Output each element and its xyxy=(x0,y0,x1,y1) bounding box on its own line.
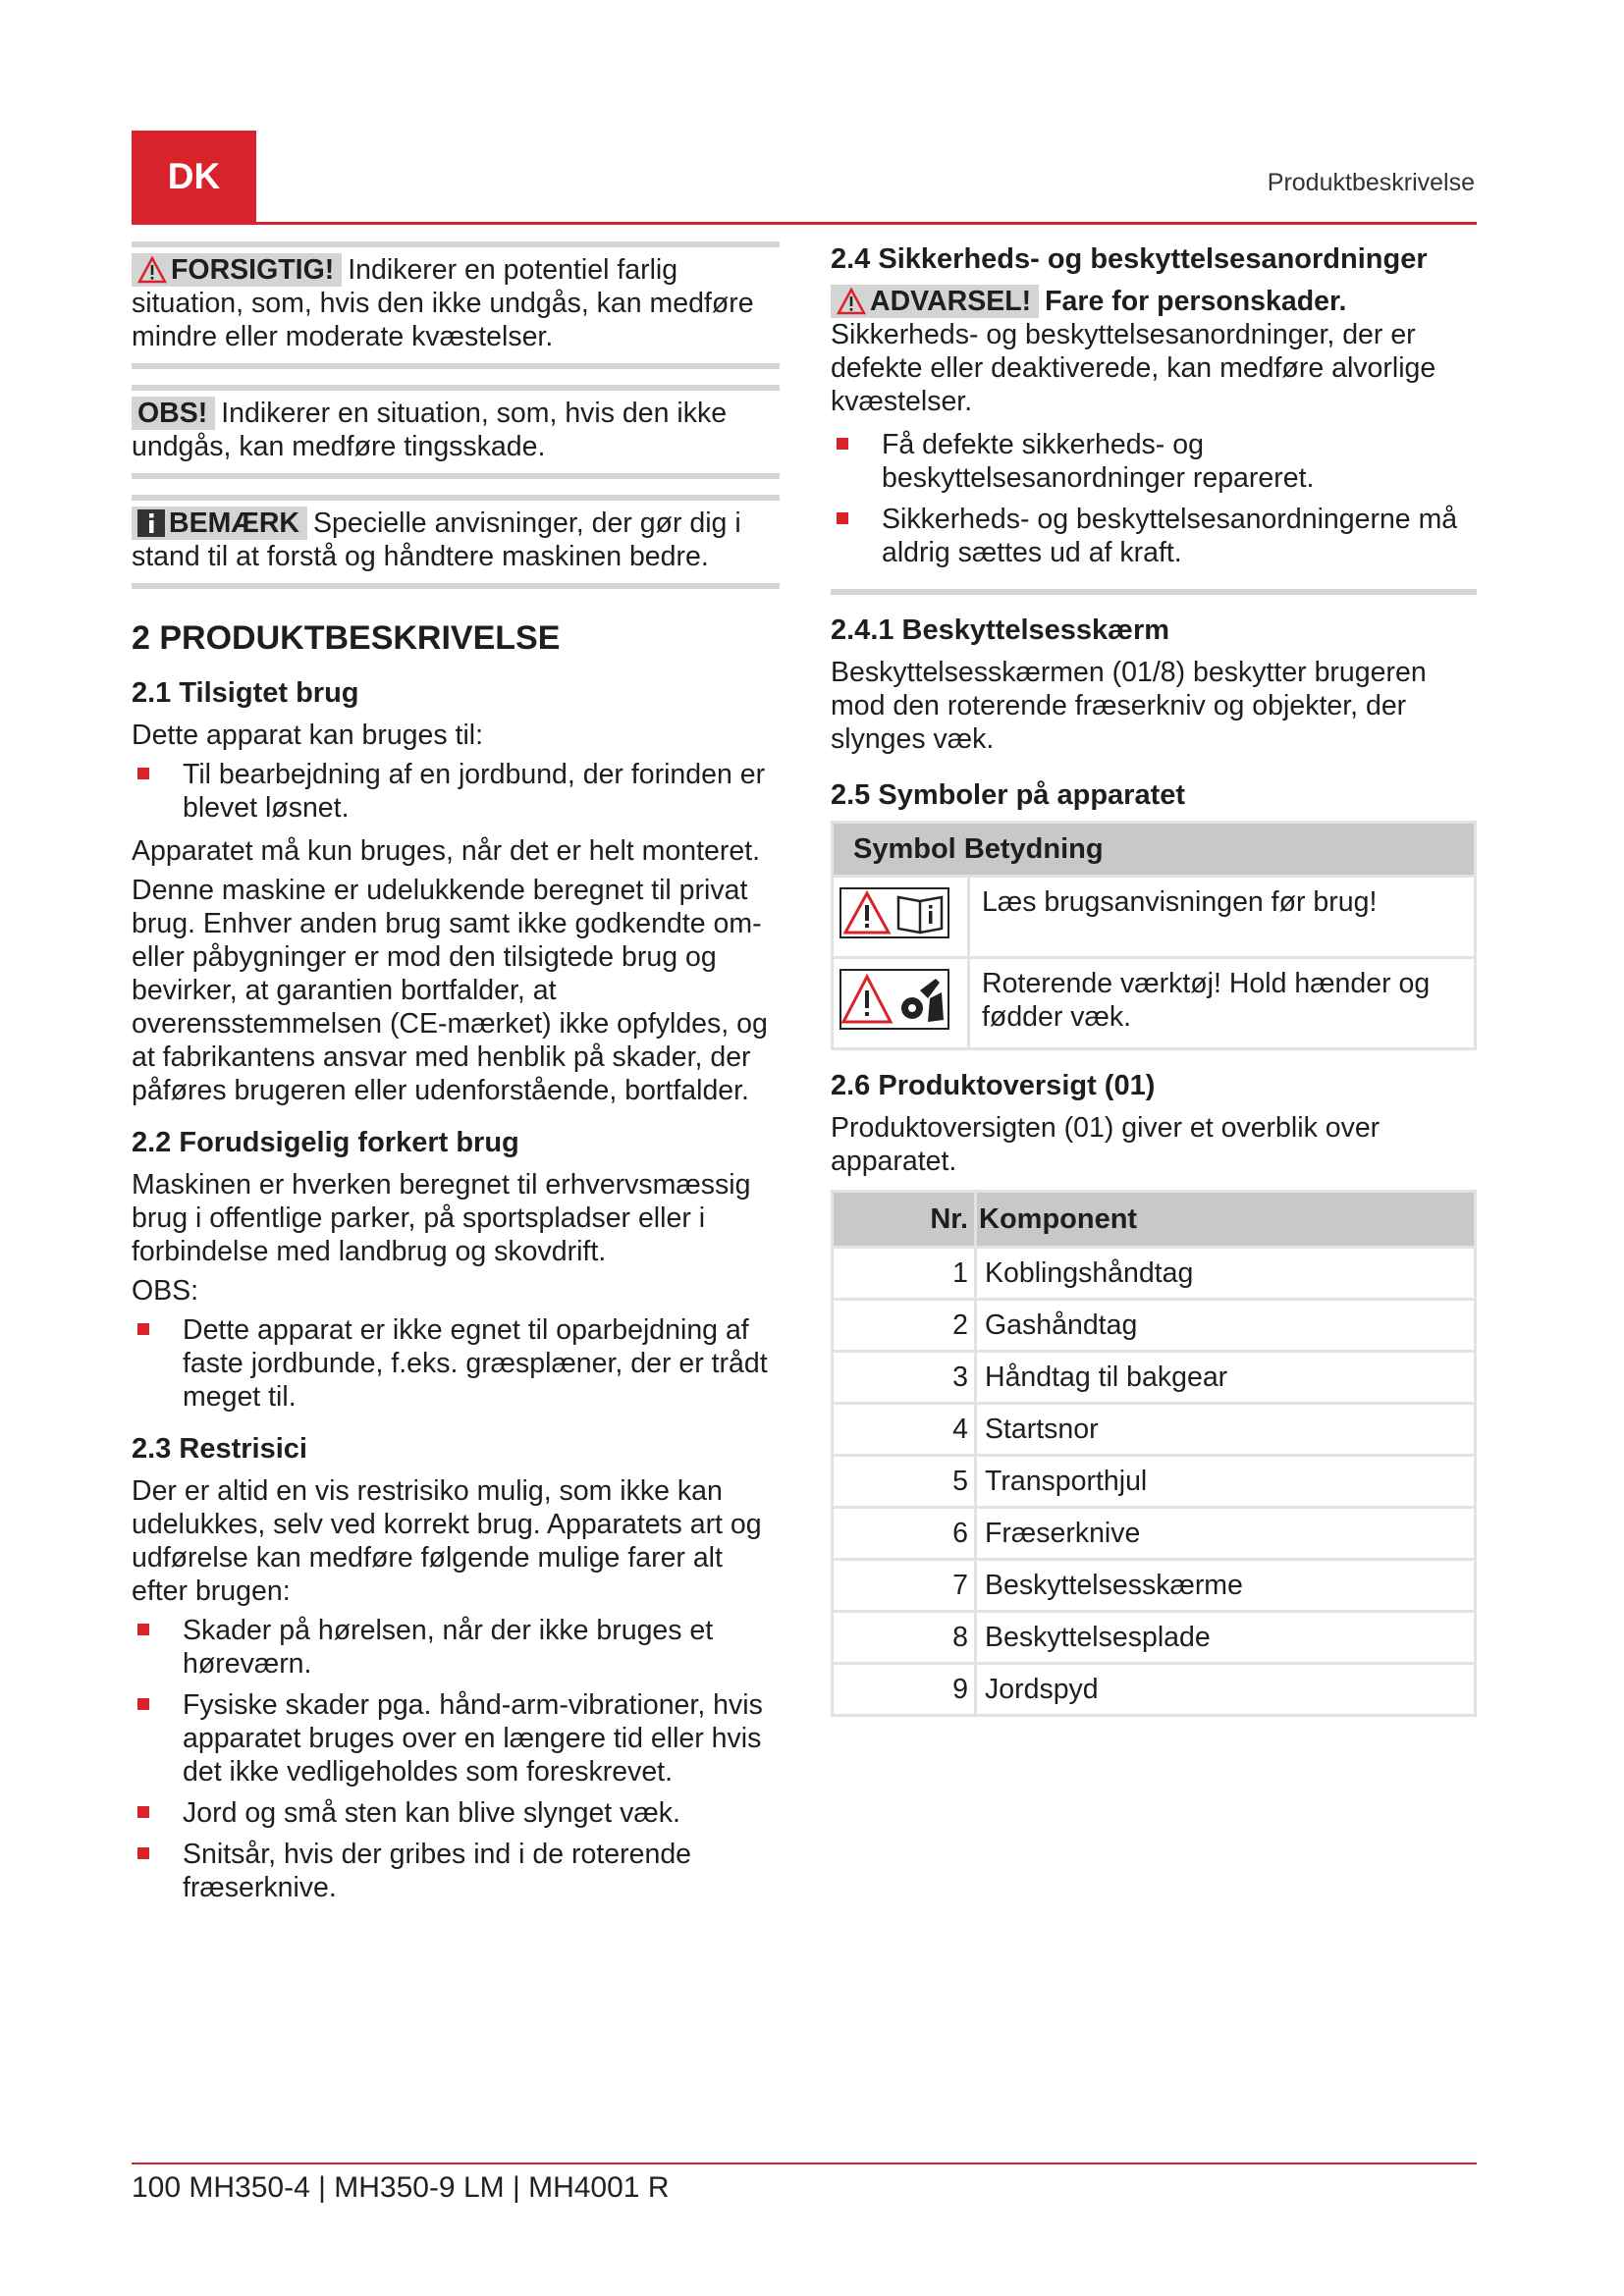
warning-strong: Fare for personskader. xyxy=(1045,286,1347,317)
table-row: 4 Startsnor xyxy=(833,1404,1476,1456)
read-manual-icon xyxy=(839,887,949,938)
table-row: 5 Transporthjul xyxy=(833,1456,1476,1508)
section-2-6-p1: Produktoversigten (01) giver et overblik over apparatet. xyxy=(831,1112,1380,1177)
section-2-3-title: 2.3 Restrisici xyxy=(132,1433,307,1465)
section-2-4-1-title: 2.4.1 Beskyttelsesskærm xyxy=(831,614,1170,646)
section-2-1-p1: Apparatet må kun bruges, når det er helt monteret. xyxy=(132,835,761,867)
symbol-meaning: Roterende værktøj! Hold hænder og fødder væk. xyxy=(969,958,1476,1049)
table-row: 8 Beskyttelsesplade xyxy=(833,1612,1476,1664)
section-2-5-title: 2.5 Symboler på apparatet xyxy=(831,779,1186,811)
components-table xyxy=(831,1190,1477,1717)
note-text: Specielle anvisninger, der gør dig i stand til at forstå og håndtere maskinen bedre. xyxy=(132,507,741,572)
note-notice xyxy=(132,495,780,589)
section-2-2-bullets xyxy=(132,1313,780,1414)
nr-col-header: Nr. xyxy=(833,1192,976,1248)
section-2-3-p1: Der er altid en vis restrisiko mulig, som ikke kan udelukkes, selv ved korrekt brug. Apparatets art og udførelse kan medføre følgende mulige farer alt efter brugen: xyxy=(132,1475,762,1607)
warning-triangle-icon xyxy=(837,288,866,315)
component-col-header: Komponent xyxy=(976,1192,1476,1248)
section-2-4-title: 2.4 Sikkerheds- og beskyttelsesanordninger xyxy=(831,243,1428,275)
obs-label: OBS! xyxy=(132,397,215,430)
list-item: Fysiske skader pga. hånd-arm-vibrationer, hvis apparatet bruges over en længere tid eller hvis det ikke vedligeholdes som foreskrevet. xyxy=(132,1688,780,1789)
list-item: Sikkerheds- og beskyttelsesanordningerne må aldrig sættes ud af kraft. xyxy=(831,503,1477,569)
header-divider xyxy=(132,222,1477,225)
section-2-2-obs: OBS: xyxy=(132,1275,199,1307)
list-item: Få defekte sikkerheds- og beskyttelsesanordninger repareret. xyxy=(831,428,1477,495)
caution-label xyxy=(132,253,342,287)
table-row: 7 Beskyttelsesskærme xyxy=(833,1560,1476,1612)
right-column xyxy=(831,241,1477,1717)
list-item: Snitsår, hvis der gribes ind i de roterende fræserknive. xyxy=(132,1838,780,1904)
table-row: 9 Jordspyd xyxy=(833,1664,1476,1716)
list-item: Skader på hørelsen, når der ikke bruges et høreværn. xyxy=(132,1614,780,1681)
list-item: Til bearbejdning af en jordbund, der forinden er blevet løsnet. xyxy=(132,758,780,825)
section-2-1-bullets xyxy=(132,758,780,825)
warning-triangle-icon xyxy=(137,256,167,284)
section-2-3-bullets xyxy=(132,1614,780,1904)
caution-text: Indikerer en potentiel farlig situation, som, hvis den ikke undgås, kan medføre mindre eller moderate kvæstelser. xyxy=(132,254,754,352)
section-2-1-intro: Dette apparat kan bruges til: xyxy=(132,720,484,751)
warning-text: Sikkerheds- og beskyttelsesanordninger, der er defekte eller deaktiverede, kan medføre alvorlige kvæstelser. xyxy=(831,319,1436,417)
footer-divider xyxy=(132,2163,1477,2164)
obs-notice xyxy=(132,385,780,479)
section-2-4-bullets xyxy=(831,428,1477,569)
symbol-col-header: Symbol xyxy=(853,832,956,865)
warning-notice xyxy=(831,285,1477,595)
table-row xyxy=(833,877,1476,958)
symbol-meaning: Læs brugsanvisningen før brug! xyxy=(969,877,1476,958)
caution-label-text: FORSIGTIG! xyxy=(171,254,335,286)
symbols-table-header xyxy=(833,823,1476,877)
section-2-2-p1: Maskinen er hverken beregnet til erhvervsmæssig brug i offentlige parker, på sportspladser eller i forbindelse med landbrug og skovdrift. xyxy=(132,1169,751,1267)
table-row: 1 Koblingshåndtag xyxy=(833,1248,1476,1300)
table-row: 3 Håndtag til bakgear xyxy=(833,1352,1476,1404)
warning-label xyxy=(831,285,1039,318)
obs-text: Indikerer en situation, som, hvis den ikke undgås, kan medføre tingsskade. xyxy=(132,398,728,462)
section-2-2-title: 2.2 Forudsigelig forkert brug xyxy=(132,1127,519,1158)
table-row: 6 Fræserknive xyxy=(833,1508,1476,1560)
note-label-text: BEMÆRK xyxy=(169,507,299,539)
section-2-4-1-p1: Beskyttelsesskærmen (01/8) beskytter brugeren mod den roterende fræserkniv og objekter, der slynges væk. xyxy=(831,657,1427,755)
table-row: 2 Gashåndtag xyxy=(833,1300,1476,1352)
list-item: Jord og små sten kan blive slynget væk. xyxy=(132,1796,780,1830)
rotating-tool-icon xyxy=(839,969,949,1030)
caution-notice xyxy=(132,241,780,369)
list-item: Dette apparat er ikke egnet til oparbejdning af faste jordbunde, f.eks. græsplæner, der er trådt meget til. xyxy=(132,1313,780,1414)
table-row xyxy=(833,958,1476,1049)
language-badge: DK xyxy=(132,131,256,223)
info-icon xyxy=(137,509,165,537)
meaning-col-header: Betydning xyxy=(963,832,1104,865)
section-2-1-p2: Denne maskine er udelukkende beregnet til privat brug. Enhver anden brug samt ikke godkendte om- eller påbygninger er mod den tilsigtede brug og bevirker, at garantien bortfalder, at overensstemmelsen (CE-mærket) ikke opfyldes, og at fabrikantens ansvar med henblik på skader, der påføres brugeren eller udenforstående, bortfalder. xyxy=(132,875,768,1106)
note-label xyxy=(132,507,307,540)
symbols-table xyxy=(831,821,1477,1050)
warning-label-text: ADVARSEL! xyxy=(870,286,1032,317)
section-2-6-title: 2.6 Produktoversigt (01) xyxy=(831,1070,1156,1101)
footer-page-info: 100 MH350-4 | MH350-9 LM | MH4001 R xyxy=(132,2171,670,2204)
section-header: Produktbeskrivelse xyxy=(1267,169,1475,196)
section-2-1-title: 2.1 Tilsigtet brug xyxy=(132,677,359,709)
left-column xyxy=(132,241,780,1914)
chapter-title: 2 PRODUKTBESKRIVELSE xyxy=(132,619,561,657)
